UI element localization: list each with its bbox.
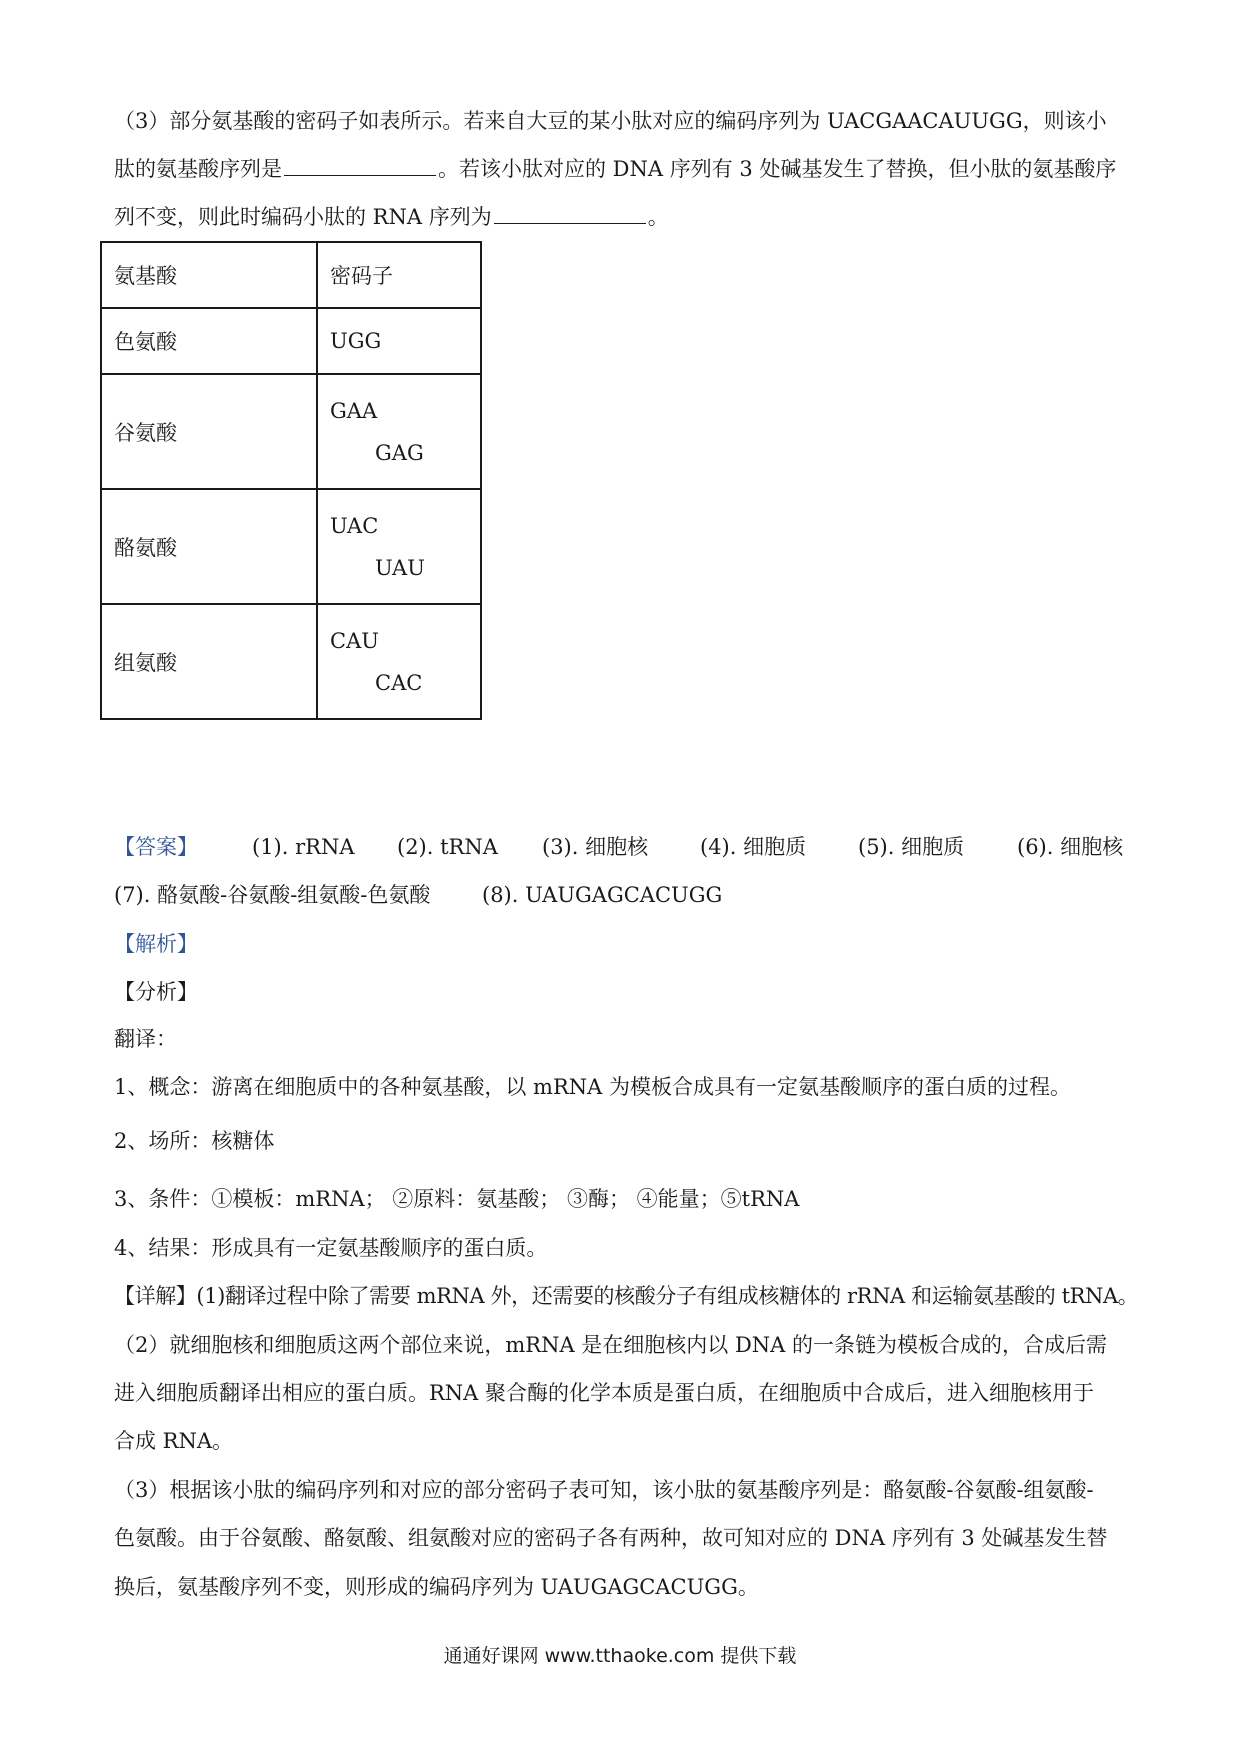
answer-label: 【答案】 bbox=[114, 835, 198, 859]
codon: UGG bbox=[330, 329, 382, 353]
footer-source: 通通好课网 www.tthaoke.com 提供下载 bbox=[443, 1645, 797, 1667]
amino-acid-cell: 组氨酸 bbox=[101, 604, 317, 719]
answer-blank-1 bbox=[284, 153, 436, 176]
answer-item: (3). 细胞核 bbox=[542, 835, 649, 859]
codon: GAG bbox=[375, 440, 424, 465]
amino-acid-cell: 酪氨酸 bbox=[101, 489, 317, 604]
answer-item: (5). 细胞质 bbox=[858, 835, 965, 859]
table-row bbox=[101, 308, 481, 374]
detail-line: 进入细胞质翻译出相应的蛋白质。RNA 聚合酶的化学本质是蛋白质，在细胞质中合成后，进入细胞核用于 bbox=[114, 1381, 1095, 1405]
codon: UAC bbox=[330, 513, 379, 538]
answer-item: (8). UAUGAGCACUGG bbox=[482, 883, 723, 907]
question-text: 列不变，则此时编码小肽的 RNA 序列为 bbox=[114, 205, 492, 229]
answer-item: (2). tRNA bbox=[397, 835, 498, 859]
answer-blank-2 bbox=[494, 201, 646, 224]
codon-cell bbox=[317, 604, 481, 719]
table-row bbox=[101, 374, 481, 489]
analysis-line: 4、结果：形成具有一定氨基酸顺序的蛋白质。 bbox=[114, 1236, 548, 1260]
table-row bbox=[101, 489, 481, 604]
section-fenxi: 【分析】 bbox=[114, 980, 198, 1004]
answer-item: (6). 细胞核 bbox=[1017, 835, 1124, 859]
codon-cell bbox=[317, 489, 481, 604]
detail-line: 色氨酸。由于谷氨酸、酪氨酸、组氨酸对应的密码子各有两种，故可知对应的 DNA 序列有 3 处碱基发生替 bbox=[114, 1526, 1108, 1550]
codon: CAU bbox=[330, 628, 379, 653]
question-line-3 bbox=[114, 201, 669, 232]
question-line-1: （3）部分氨基酸的密码子如表所示。若来自大豆的某小肽对应的编码序列为 UACGAACAUUGG，则该小 bbox=[114, 109, 1107, 133]
codon: CAC bbox=[375, 670, 423, 695]
header-amino-acid: 氨基酸 bbox=[101, 242, 317, 308]
question-text: 。若该小肽对应的 DNA 序列有 3 处碱基发生了替换，但小肽的氨基酸序 bbox=[438, 157, 1117, 181]
answer-item: (1). rRNA bbox=[252, 835, 355, 859]
question-text: 肽的氨基酸序列是 bbox=[114, 157, 282, 181]
detail-line: 【详解】(1)翻译过程中除了需要 mRNA 外，还需要的核酸分子有组成核糖体的 rRNA 和运输氨基酸的 tRNA。 bbox=[114, 1284, 1139, 1308]
analysis-line: 3、条件：①模板：mRNA； ②原料：氨基酸； ③酶； ④能量；⑤tRNA bbox=[114, 1187, 800, 1211]
analysis-line: 翻译： bbox=[114, 1027, 177, 1051]
detail-line: 合成 RNA。 bbox=[114, 1429, 234, 1453]
answer-item: (4). 细胞质 bbox=[700, 835, 807, 859]
header-codon: 密码子 bbox=[317, 242, 481, 308]
detail-line: （3）根据该小肽的编码序列和对应的部分密码子表可知，该小肽的氨基酸序列是：酪氨酸-谷氨酸-组氨酸- bbox=[114, 1478, 1094, 1502]
codon-cell bbox=[317, 374, 481, 489]
codon: UAU bbox=[375, 555, 425, 580]
codon: GAA bbox=[330, 398, 378, 423]
table-header-row bbox=[101, 242, 481, 308]
section-jiexi: 【解析】 bbox=[114, 932, 198, 956]
codon-cell bbox=[317, 308, 481, 374]
analysis-line: 1、概念：游离在细胞质中的各种氨基酸，以 mRNA 为模板合成具有一定氨基酸顺序的蛋白质的过程。 bbox=[114, 1075, 1071, 1099]
question-text: 。 bbox=[647, 205, 669, 229]
analysis-line: 2、场所：核糖体 bbox=[114, 1129, 275, 1153]
answer-item: (7). 酪氨酸-谷氨酸-组氨酸-色氨酸 bbox=[114, 883, 431, 907]
table-row bbox=[101, 604, 481, 719]
amino-acid-cell: 谷氨酸 bbox=[101, 374, 317, 489]
codon-table bbox=[100, 241, 482, 720]
question-line-2 bbox=[114, 153, 1116, 184]
detail-line: 换后，氨基酸序列不变，则形成的编码序列为 UAUGAGCACUGG。 bbox=[114, 1575, 759, 1599]
amino-acid-cell: 色氨酸 bbox=[101, 308, 317, 374]
detail-line: （2）就细胞核和细胞质这两个部位来说，mRNA 是在细胞核内以 DNA 的一条链为模板合成的，合成后需 bbox=[114, 1333, 1108, 1357]
